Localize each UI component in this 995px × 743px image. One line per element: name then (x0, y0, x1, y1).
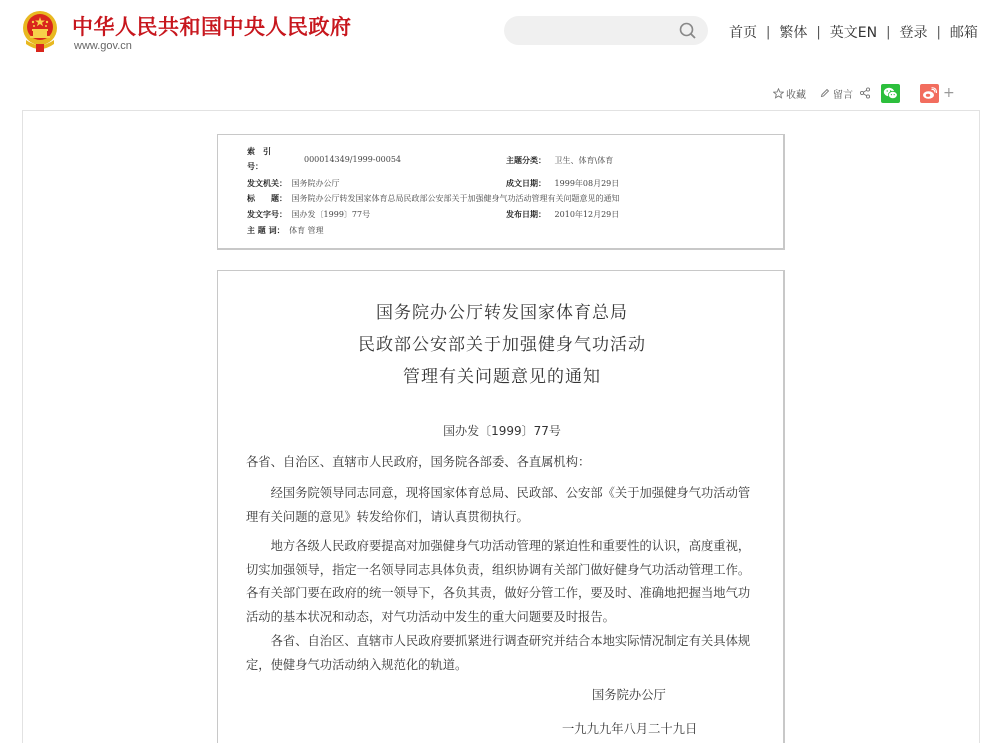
meta-category: 主题分类： 卫生、体育\体育 (506, 155, 614, 165)
search-icon[interactable] (679, 22, 696, 39)
star-icon (773, 88, 784, 99)
nav-home[interactable]: 首页 (729, 25, 757, 41)
share-bar (773, 83, 955, 103)
nav-traditional[interactable]: 繁体 (779, 25, 808, 41)
paragraph: 各省、自治区、直辖市人民政府要抓紧进行调查研究并结合本地实际情况制定有关具体规定，使健身气功活动纳入规范化的轨道。 (246, 634, 751, 672)
top-nav (729, 22, 978, 42)
paragraph: 地方各级人民政府要提高对加强健身气功活动管理的紧迫性和重要性的认识，高度重视，切实加强领导，指定一名领导同志具体负责，组织协调有关部门做好健身气功活动管理工作。各有关部门要在政府的统一领导下，各负其责，做好分管工作，要及时、准确地把握当地气功活动的基本状况和动态，对气功活动中发生的重大问题要及时报告。 (246, 539, 751, 624)
more-share-button[interactable]: + (943, 85, 955, 101)
signature: 国务院办公厅 (592, 688, 666, 702)
meta-written-date: 成文日期： 1999年08月29日 (506, 178, 620, 188)
signature-date: 一九九九年八月二十九日 (562, 722, 698, 736)
meta-publish-date: 发布日期： 2010年12月29日 (506, 209, 620, 219)
favorite-label: 收藏 (786, 89, 806, 101)
favorite-button[interactable] (773, 86, 806, 101)
site-url: www.gov.cn (74, 40, 132, 52)
site-header (0, 0, 995, 70)
wechat-icon (883, 87, 898, 100)
meta-index-value: 000014349/1999-00054 (304, 155, 402, 164)
meta-keywords: 主 题 词： 体育 管理 (247, 225, 324, 235)
share-button[interactable] (859, 87, 871, 99)
national-emblem-icon[interactable] (20, 10, 60, 54)
salutation: 各省、自治区、直辖市人民政府，国务院各部委、各直属机构： (246, 455, 591, 469)
nav-separator: | (766, 24, 771, 40)
title-line: 管理有关问题意见的通知 (403, 367, 601, 387)
meta-doc-number: 发文字号： 国办发〔1999〕77号 (247, 209, 371, 219)
nav-separator: | (886, 24, 891, 40)
share-icon (859, 87, 871, 99)
nav-english[interactable]: 英文EN (829, 25, 878, 41)
weibo-share-button[interactable] (920, 84, 939, 103)
search-input[interactable] (504, 16, 708, 45)
document-number: 国办发〔1999〕77号 (443, 424, 561, 438)
nav-mail[interactable]: 邮箱 (949, 25, 978, 41)
site-title[interactable]: 中华人民共和国中央人民政府 (72, 15, 352, 39)
meta-index-label-2: 号： (247, 161, 263, 171)
wechat-share-button[interactable] (881, 84, 900, 103)
title-line: 民政部公安部关于加强健身气功活动 (358, 335, 646, 355)
comment-button[interactable] (820, 86, 853, 101)
meta-issuer: 发文机关： 国务院办公厅 (247, 178, 340, 188)
document-meta-table (217, 134, 785, 250)
title-line: 国务院办公厅转发国家体育总局 (376, 303, 628, 323)
comment-label: 留言 (833, 89, 853, 101)
paragraph: 经国务院领导同志同意，现将国家体育总局、民政部、公安部《关于加强健身气功活动管理有关问题的意见》转发给你们，请认真贯彻执行。 (246, 486, 751, 524)
meta-index-label-1: 索 引 (247, 146, 271, 156)
weibo-icon (922, 87, 937, 100)
nav-separator: | (936, 24, 941, 40)
pencil-icon (820, 88, 830, 98)
nav-separator: | (816, 24, 821, 40)
nav-login[interactable]: 登录 (899, 25, 928, 41)
document-body (217, 270, 785, 743)
document-title (218, 297, 786, 393)
meta-title: 标 题： 国务院办公厅转发国家体育总局民政部公安部关于加强健身气功活动管理有关问题意见的通知 (247, 193, 620, 203)
